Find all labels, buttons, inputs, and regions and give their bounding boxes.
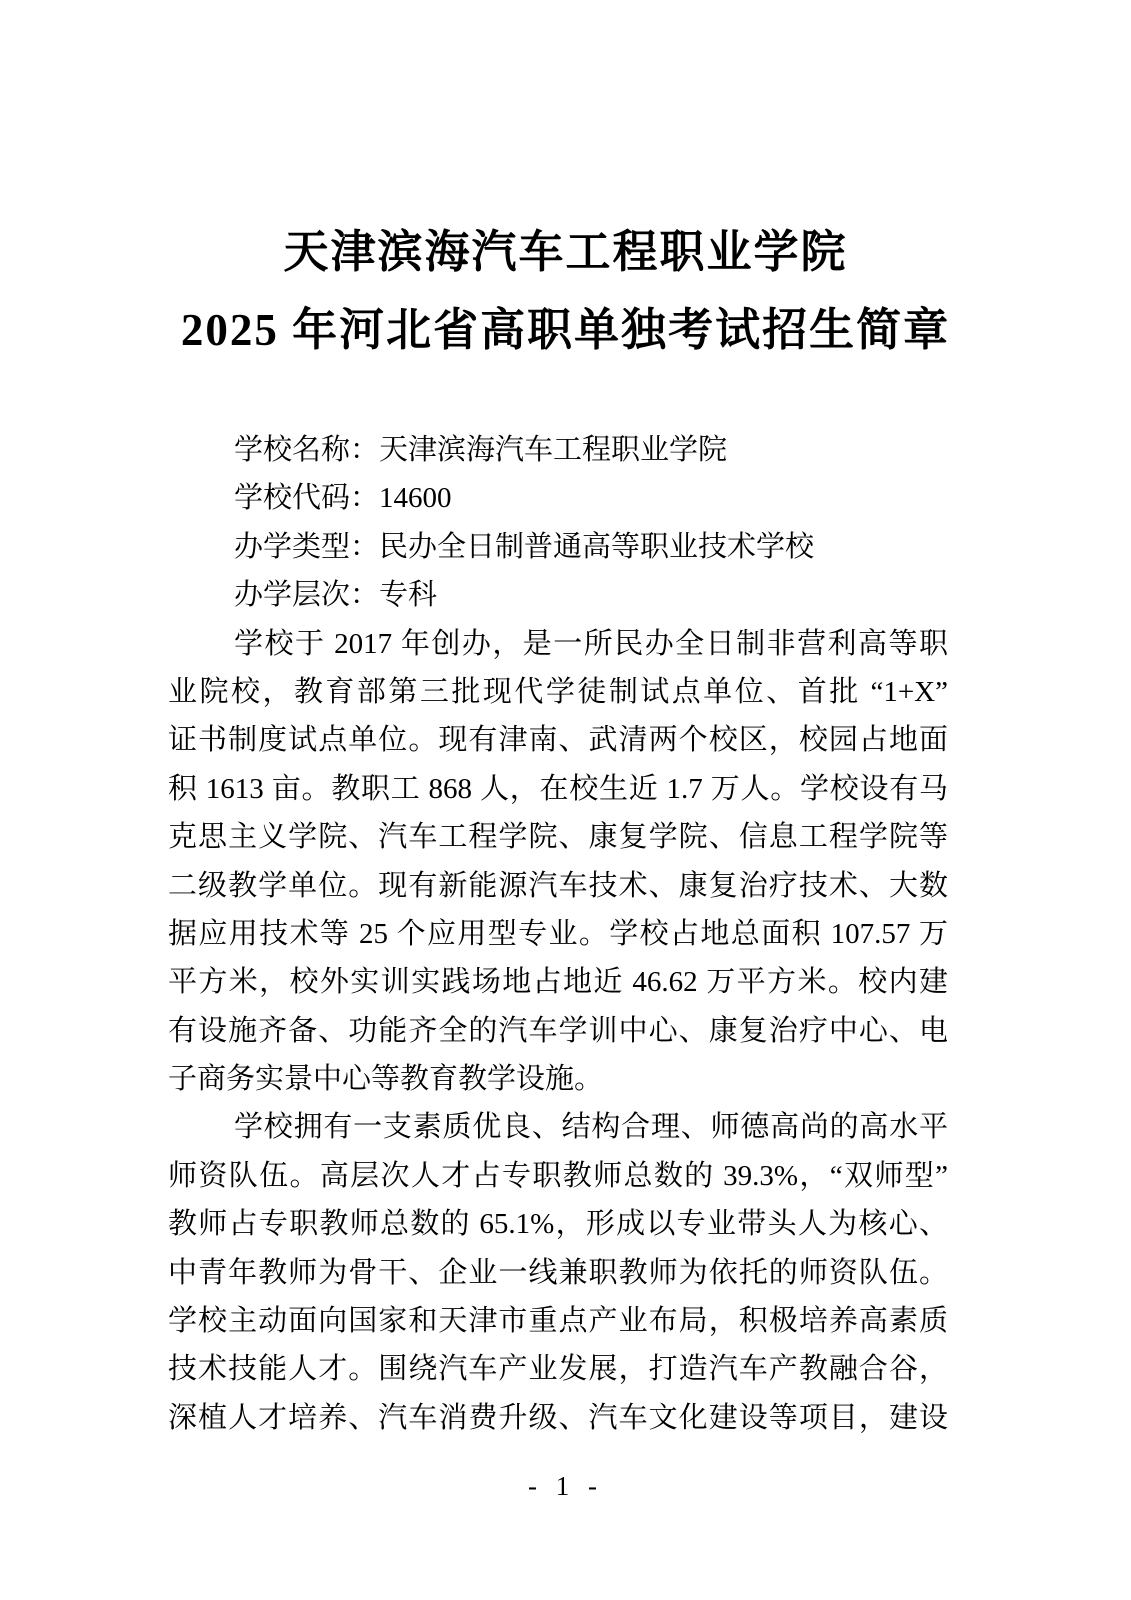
body-line-paragraph-1: 积 1613 亩。教职工 868 人，在校生近 1.7 万人。学校设有马 [168, 772, 948, 805]
body-line-paragraph-1: 二级教学单位。现有新能源汽车技术、康复治疗技术、大数 [168, 869, 948, 902]
body-line-paragraph-2: 技术技能人才。围绕汽车产业发展，打造汽车产教融合谷， [168, 1353, 948, 1386]
body-line-paragraph-1: 子商务实景中心等教育教学设施。 [168, 1063, 604, 1096]
body-line-school-info: 学校名称：天津滨海汽车工程职业学院 [234, 434, 728, 466]
document-body [168, 426, 948, 1442]
body-line-paragraph-2: 教师占专职教师总数的 65.1%，形成以专业带头人为核心、 [168, 1208, 948, 1241]
body-line-paragraph-2: 深植人才培养、汽车消费升级、汽车文化建设等项目，建设 [168, 1401, 948, 1434]
page-number: - 1 - [528, 1471, 603, 1501]
body-line-paragraph-1: 学校于 2017 年创办，是一所民办全日制非营利高等职 [234, 627, 948, 660]
body-line-paragraph-1: 据应用技术等 25 个应用型专业。学校占地总面积 107.57 万 [168, 917, 948, 950]
body-line-paragraph-2: 中青年教师为骨干、企业一线兼职教师为依托的师资队伍。 [168, 1256, 948, 1289]
body-line-paragraph-1: 平方米，校外实训实践场地占地近 46.62 万平方米。校内建 [168, 966, 948, 999]
body-line-school-info: 办学类型：民办全日制普通高等职业技术学校 [234, 530, 815, 563]
body-line-school-info: 学校代码：14600 [234, 482, 452, 515]
body-line-paragraph-1: 业院校，教育部第三批现代学徒制试点单位、首批 “1+X” [168, 675, 948, 708]
body-line-paragraph-1: 证书制度试点单位。现有津南、武清两个校区，校园占地面 [168, 724, 948, 757]
document-title-line2: 2025 年河北省高职单独考试招生简章 [180, 305, 951, 355]
body-line-paragraph-2: 学校主动面向国家和天津市重点产业布局，积极培养高素质 [168, 1305, 948, 1338]
document-title-line1: 天津滨海汽车工程职业学院 [283, 227, 848, 277]
body-line-paragraph-2: 师资队伍。高层次人才占专职教师总数的 39.3%，“双师型” [168, 1159, 948, 1192]
body-line-paragraph-2: 学校拥有一支素质优良、结构合理、师德高尚的高水平 [234, 1111, 948, 1144]
body-line-school-info: 办学层次：专科 [234, 579, 438, 612]
document-title [0, 0, 1131, 369]
body-line-paragraph-1: 有设施齐备、功能齐全的汽车学训中心、康复治疗中心、电 [168, 1014, 948, 1047]
body-line-paragraph-1: 克思主义学院、汽车工程学院、康复学院、信息工程学院等 [168, 821, 948, 854]
